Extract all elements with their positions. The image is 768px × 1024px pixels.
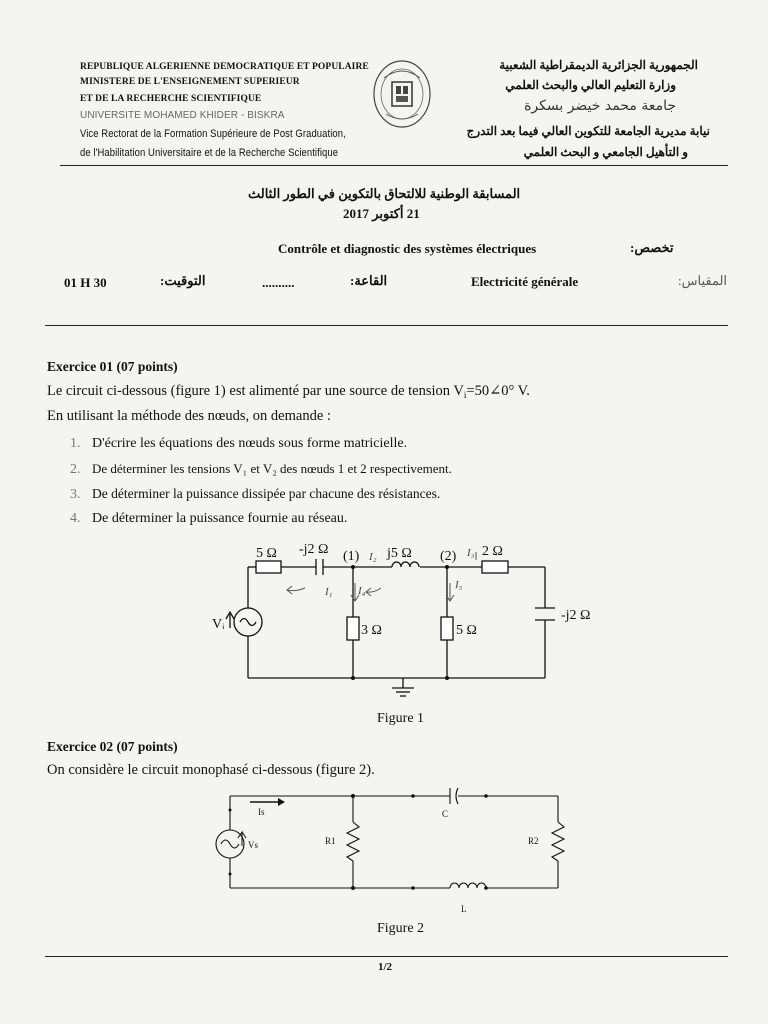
label-r2: R2 <box>528 836 539 846</box>
exercise1-intro <box>47 383 530 400</box>
room-value: .......... <box>262 275 295 290</box>
republic-line-ar: الجمهورية الجزائرية الديمقراطية الشعبية <box>499 58 698 72</box>
info-divider <box>45 325 728 326</box>
hand-i3: I₃ <box>467 547 475 559</box>
figure1-circuit <box>195 535 615 705</box>
specialty-value: Contrôle et diagnostic des systèmes électriques <box>278 241 537 256</box>
header-divider <box>60 165 728 166</box>
label-lj5: j5 Ω <box>387 546 412 561</box>
label-cj2b: -j2 Ω <box>561 608 591 623</box>
module-value: Electricité générale <box>471 274 579 289</box>
hand-i1: I₁ <box>325 586 333 598</box>
university-line-ar: جامعة محمد خيضر بسكرة <box>524 98 676 114</box>
footer-divider <box>45 956 728 957</box>
exercise1-intro-a: Le circuit ci-dessous (figure 1) est alimenté par une source de tension V <box>47 383 464 399</box>
label-source: Vᵢ <box>212 617 225 632</box>
vice-rectorat-line-ar: نيابة مديرية الجامعة للتكوين العالي فيما بعد التدرج <box>466 124 710 138</box>
republic-line-fr: REPUBLIQUE ALGERIENNE DEMOCRATIQUE ET POPULAIRE <box>80 62 369 72</box>
question-item: 2. De déterminer les tensions V₁ et V₂ des nœuds 1 et 2 respectivement. <box>70 461 452 477</box>
specialty-label: تخصص: <box>630 240 674 255</box>
resistor-5ohm-b <box>441 617 453 640</box>
vice-rectorat-line: Vice Rectorat de la Formation Supérieure de Post Graduation, <box>80 128 346 140</box>
label-node1: (1) <box>343 549 360 564</box>
label-r2: 2 Ω <box>482 544 503 559</box>
exercise1-title: Exercice 01 (07 points) <box>47 359 178 374</box>
page-number: 1/2 <box>378 961 393 973</box>
module-label: المقياس: <box>678 273 728 288</box>
exercise1-method: En utilisant la méthode des nœuds, on demande : <box>47 408 331 424</box>
exercise1-intro-sub: i <box>463 390 467 400</box>
room-label: القاعة: <box>350 273 388 288</box>
research-line-fr: ET DE LA RECHERCHE SCIENTIFIQUE <box>80 94 262 104</box>
resistor-3ohm <box>347 617 359 640</box>
ministry-line-fr: MINISTERE DE L'ENSEIGNEMENT SUPERIEUR <box>80 77 300 87</box>
exam-date-ar: 21 أكتوبر 2017 <box>343 206 420 221</box>
label-is: Is <box>258 807 265 817</box>
ministry-line-ar: وزارة التعليم العالي والبحث العلمي <box>505 78 676 92</box>
hand-i5: I₅ <box>455 579 463 591</box>
figure2-caption: Figure 2 <box>377 921 425 936</box>
label-node2: (2) <box>440 549 457 564</box>
resistor-2ohm <box>482 561 508 573</box>
exercise1-intro-b: =50∠0° V. <box>466 383 530 399</box>
question-item: 4. De déterminer la puissance fournie au réseau. <box>70 511 348 526</box>
question-item: 3. De déterminer la puissance dissipée par chacune des résistances. <box>70 486 441 502</box>
university-line-fr: UNIVERSITE MOHAMED KHIDER - BISKRA <box>80 110 285 121</box>
label-vs: Vs <box>248 840 259 850</box>
exam-title-ar: المسابقة الوطنية للالتحاق بالتكوين في الطور الثالث <box>248 186 521 201</box>
label-r5: 5 Ω <box>256 546 277 561</box>
duration-label: التوقيت: <box>160 273 206 288</box>
label-cj2: -j2 Ω <box>299 542 329 557</box>
figure1-caption: Figure 1 <box>377 711 425 726</box>
question-item: 1. D'écrire les équations des nœuds sous forme matricielle. <box>70 436 408 451</box>
figure2-circuit <box>200 785 580 914</box>
hand-i4: I₄ <box>358 585 366 597</box>
habilitation-line: de l'Habilitation Universitaire et de la Recherche Scientifique <box>80 147 339 159</box>
university-seal-logo <box>370 58 434 130</box>
label-r3: 3 Ω <box>361 623 382 638</box>
exercise2-intro: On considère le circuit monophasé ci-dessous (figure 2). <box>47 762 375 778</box>
label-r1: R1 <box>325 836 336 846</box>
hand-i2: I₂ <box>369 551 377 563</box>
duration-value: 01 H 30 <box>64 275 107 290</box>
label-c: C <box>442 809 449 819</box>
label-r5b: 5 Ω <box>456 623 477 638</box>
label-l: L <box>461 904 467 914</box>
resistor-5ohm <box>256 561 281 573</box>
habilitation-line-ar: و التأهيل الجامعي و البحث العلمي <box>523 145 688 159</box>
exercise2-title: Exercice 02 (07 points) <box>47 739 178 754</box>
